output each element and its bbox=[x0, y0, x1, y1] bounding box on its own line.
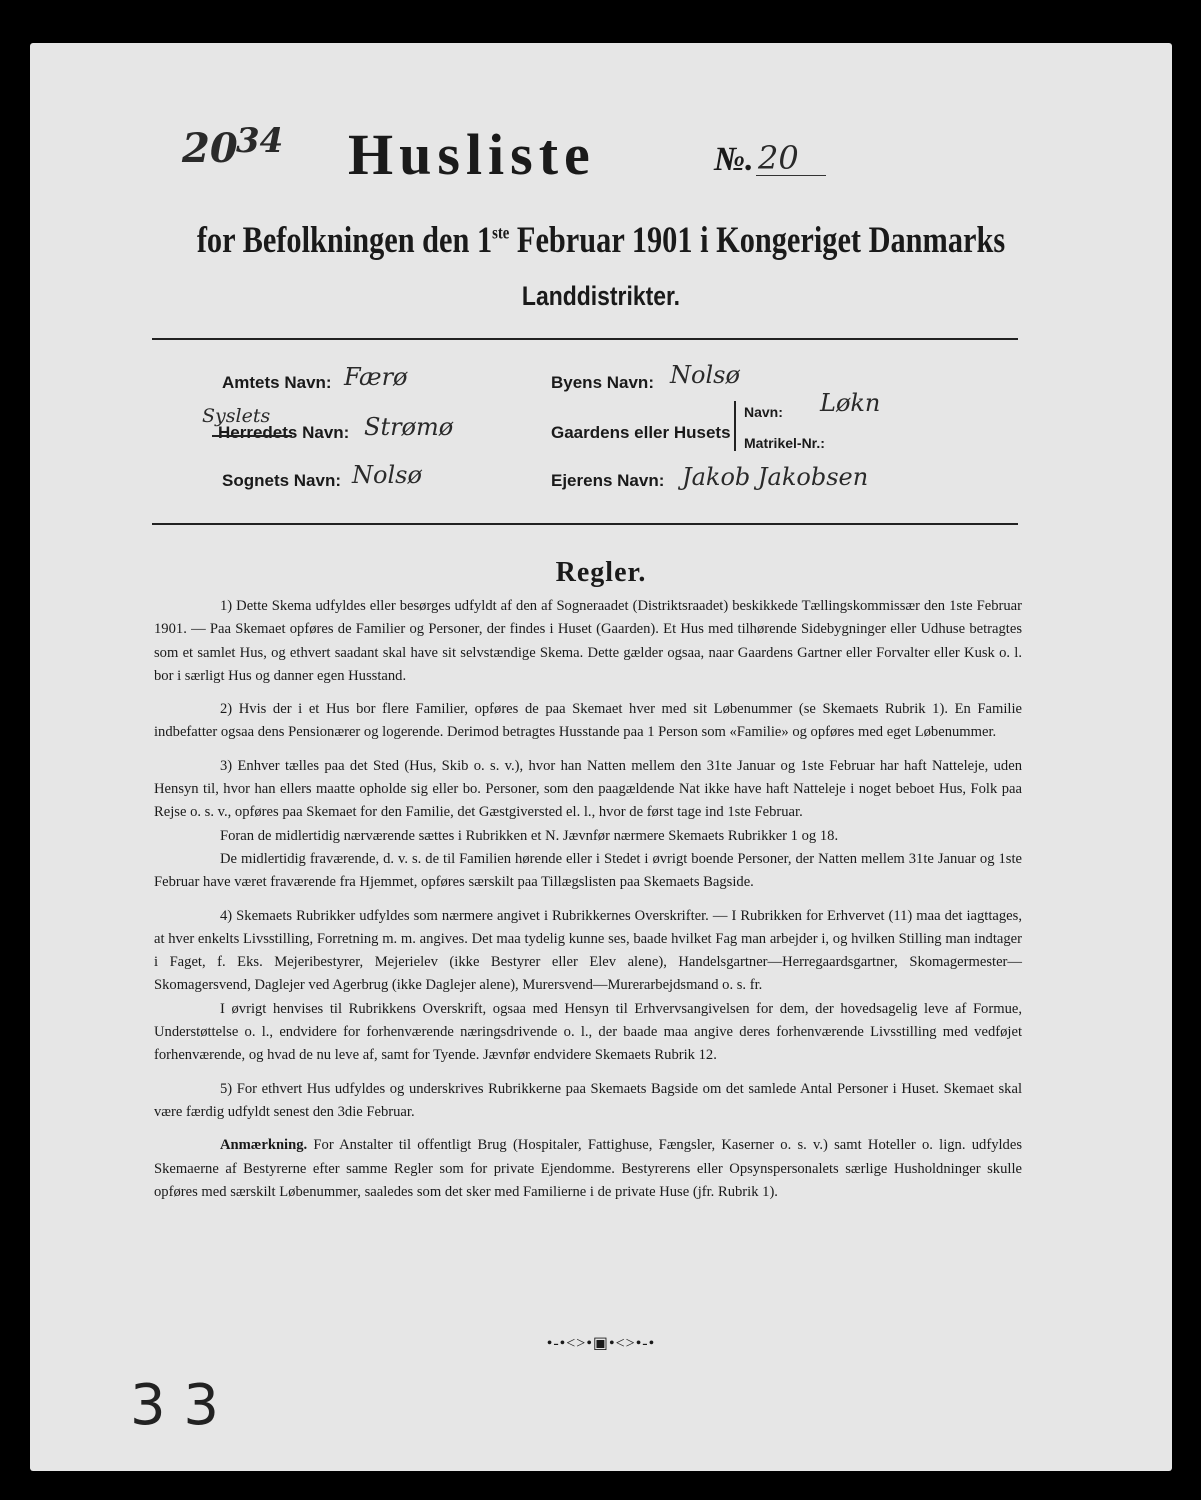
rule-4-continued: I øvrigt henvises til Rubrikkens Overskrift, ogsaa med Hensyn til Erhvervsangivelsen for dem, der hovedsagelig leve af Formue, Understøttelse o. l., endvidere for forhenværende næringsdrivende o. l., der baade maa angive deres forhenværende Livsstilling med vedføjet forhenværende, og hvad de nu leve af, samt for Tyende. Jævnfør endvidere Skemaets Rubrik 12. bbox=[154, 1000, 1022, 1064]
amt-value: Færø bbox=[344, 363, 408, 391]
handwritten-number-20: 20 bbox=[182, 125, 238, 172]
ejer-label: Ejerens Navn: bbox=[551, 471, 665, 490]
census-form-page bbox=[30, 43, 1172, 1471]
sogn-label: Sognets Navn: bbox=[222, 471, 342, 490]
gaard-label: Gaardens eller Husets bbox=[551, 423, 731, 442]
number-underline bbox=[756, 175, 826, 176]
gaard-navn-value: Løkn bbox=[820, 389, 881, 417]
rule-3-fraværende: De midlertidig fraværende, d. v. s. de til Familien hørende eller i Stedet i øvrigt boende Personer, der Natten mellem 31te Januar og 1ste Februar have været fraværende fra Hjemmet, opføres særskilt paa Tillægslisten paa Skemaets Bagside. bbox=[154, 850, 1022, 891]
rule-5: 5) For ethvert Hus udfyldes og underskrives Rubrikkerne paa Skemaets Bagside om det samlede Antal Personer i Huset. Skemaet skal være færdig udfyldt senest den 3die Februar. bbox=[154, 1080, 1022, 1120]
herred-value: Strømø bbox=[364, 413, 454, 441]
gaard-navn-label: Navn: bbox=[744, 404, 783, 420]
divider-top bbox=[152, 338, 1018, 340]
by-value: Nolsø bbox=[670, 361, 740, 389]
herred-label: Herredets Navn: bbox=[218, 423, 350, 442]
rule-3: 3) Enhver tælles paa det Sted (Hus, Skib o. s. v.), hvor han Natten mellem den 31te Januar og 1ste Februar har haft Natteleje, uden Hensyn til, hvor han ellers maatte opholde sig eller bo. Personer, som den paagældende Nat ikke have haft Natteleje i noget beboet Hus, Folk paa Rejse o. s. v., opføres paa Skemaet for den Familie, det Gæstgiversted el. l., hvor de først tage ind 1ste Februar. bbox=[154, 757, 1022, 821]
rule-1: 1) Dette Skema udfyldes eller besørges udfyldt af den af Sogneraadet (Distriktsraadet) beskikkede Tællingskommissær den 1ste Februar 1901. — Paa Skemaet opføres de Familier og Personer, der findes i Huset (Gaarden). Et Hus med tilhørende Sidebygninger eller Udhuse betragtes som et samlet Hus, og ethvert saadant skal have sit selvstændige Skema. Dette gælder ogsaa, naar Gaardens Gartner eller Forvalter eller Kusk o. l. bor i særligt Hus og danner egen Husstand. bbox=[154, 598, 1022, 684]
form-subtitle: for Befolkningen den 1ste Februar 1901 i Kongeriget Danmarks bbox=[196, 220, 1006, 261]
form-title: Husliste bbox=[348, 122, 596, 187]
handwritten-page-number: 3 3 bbox=[130, 1373, 220, 1438]
by-label: Byens Navn: bbox=[551, 373, 654, 392]
anmaerkning bbox=[154, 1134, 1022, 1204]
strikethrough-line bbox=[212, 435, 292, 437]
sogn-value: Nolsø bbox=[352, 461, 422, 489]
rules-text bbox=[154, 595, 1022, 1214]
form-number-value: 20 bbox=[758, 139, 799, 177]
anmaerkning-text: For Anstalter til offentligt Brug (Hospitaler, Fattighuse, Fængsler, Kaserner o. s. v.) samt Hoteller o. lign. udfyldes Skemaerne af Bestyrerne efter samme Regler som for private Ejendomme. Bestyrerens eller Opsynspersonalets særlige Husholdninger skulle opføres med særskilt Løbenummer, saaledes som det sker med Familierne i de private Huse (jfr. Rubrik 1). bbox=[154, 1137, 1022, 1200]
ejer-value: Jakob Jakobsen bbox=[682, 463, 869, 491]
rule-3-nærværende: Foran de midlertidig nærværende sættes i Rubrikken et N. Jævnfør nærmere Skemaets Rubrikker 1 og 18. bbox=[220, 827, 839, 844]
ornament-divider: •-•<>•▣•<>•-• bbox=[546, 1335, 656, 1352]
matrikel-label: Matrikel-Nr.: bbox=[744, 435, 825, 451]
rules-heading: Regler. bbox=[555, 557, 647, 588]
amt-label: Amtets Navn: bbox=[222, 373, 332, 392]
brace-bracket bbox=[734, 401, 742, 451]
district-type: Landdistrikter. bbox=[521, 281, 681, 311]
divider-bottom bbox=[152, 523, 1018, 525]
syslet-handwritten-prefix: Syslets bbox=[202, 405, 271, 427]
rule-4: 4) Skemaets Rubrikker udfyldes som nærmere angivet i Rubrikkernes Overskrifter. — I Rubrikken for Erhvervet (11) maa det iagttages, at hver enkelts Livsstilling, Forretning m. m. angives. Det maa tydelig kunne ses, baade hvilket Fag man arbejder i, og hvilken Stilling man indtager i Faget, f. Eks. Mejeribestyrer, Mejerielev (ikke Bestyrer eller Elev alene), Handelsgartner—Herregaardsgartner, Skomagermester—Skomagersvend, Daglejer ved Agerbrug (ikke Daglejer alene), Murersvend—Murerarbejdsmand o. s. fr. bbox=[154, 907, 1022, 994]
rule-2: 2) Hvis der i et Hus bor flere Familier, opføres de paa Skemaet hver med sit Løbenummer (se Skemaets Rubrik 1). En Familie indbefatter ogsaa dens Pensionærer og logerende. Derimod betragtes Husstande paa 1 Person som «Familie» og opføres med eget Løbenummer. bbox=[154, 701, 1022, 741]
stamped-number-34: 34 bbox=[236, 121, 284, 161]
anmaerkning-label: Anmærkning. bbox=[220, 1137, 308, 1154]
number-label: №. bbox=[714, 141, 754, 178]
